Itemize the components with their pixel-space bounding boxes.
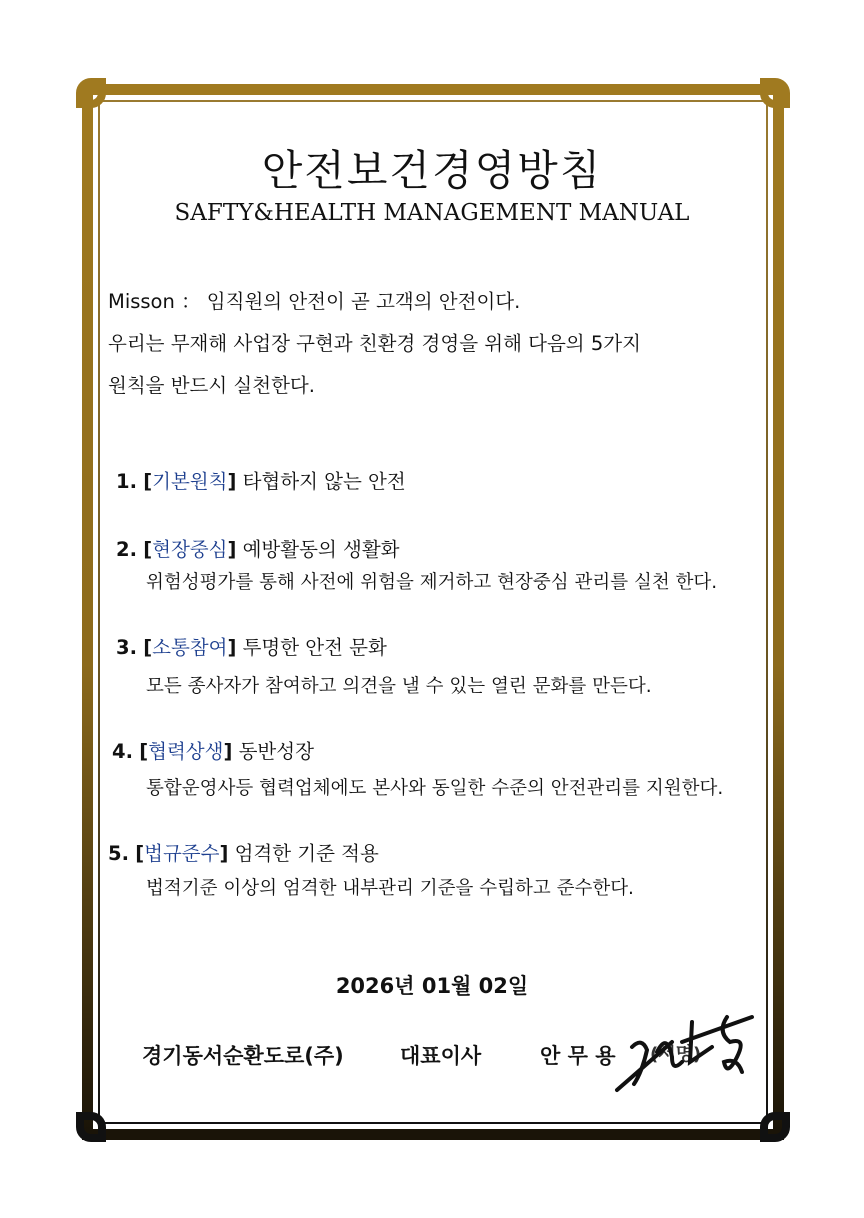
corner-ornament-icon xyxy=(760,78,790,108)
position: 대표이사 xyxy=(400,1044,482,1068)
principle-keyword: 소통참여 xyxy=(152,636,228,659)
mission-text: 임직원의 안전이 곧 고객의 안전이다. xyxy=(206,290,521,313)
page-title: 안전보건경영방침 xyxy=(261,146,603,195)
bracket-close: ] xyxy=(227,470,237,493)
principle-description: 통합운영사등 협력업체에도 본사와 동일한 수준의 안전관리를 지원한다. xyxy=(146,778,724,799)
company-name: 경기동서순환도로(주) xyxy=(142,1044,344,1068)
bracket-open: [ xyxy=(143,636,153,659)
principle-heading xyxy=(116,466,406,494)
date: 2026년 01월 02일 xyxy=(335,974,529,998)
intro-line: 원칙을 반드시 실천한다. xyxy=(108,374,315,397)
principle-title: 동반성장 xyxy=(238,740,314,763)
principle-number: 3. xyxy=(116,636,137,659)
principle-number: 4. xyxy=(112,740,133,763)
corner-ornament-icon xyxy=(760,1112,790,1142)
mission-label: Misson xyxy=(108,290,175,313)
signature-icon xyxy=(612,1002,762,1102)
mission-sep: ： xyxy=(181,290,201,313)
principle-title: 타협하지 않는 안전 xyxy=(242,470,406,493)
bracket-close: ] xyxy=(219,842,229,865)
principle-heading xyxy=(112,736,314,764)
bracket-open: [ xyxy=(139,740,149,763)
intro-line: 우리는 무재해 사업장 구현과 친환경 경영을 위해 다음의 5가지 xyxy=(108,332,641,355)
principle-number: 2. xyxy=(116,538,137,561)
principle-description: 법적기준 이상의 엄격한 내부관리 기준을 수립하고 준수한다. xyxy=(146,878,634,899)
seal-label: (서명) xyxy=(650,1044,702,1065)
corner-ornament-icon xyxy=(76,78,106,108)
principle-heading xyxy=(116,534,400,562)
page-subtitle: SAFTY&HEALTH MANAGEMENT MANUAL xyxy=(174,200,690,226)
principle-title: 투명한 안전 문화 xyxy=(242,636,387,659)
principle-keyword: 법규준수 xyxy=(144,842,220,865)
principle-description: 위험성평가를 통해 사전에 위험을 제거하고 현장중심 관리를 실천 한다. xyxy=(146,572,718,593)
principle-number: 5. xyxy=(108,842,129,865)
representative-name: 안 무 용 xyxy=(540,1044,616,1068)
bracket-open: [ xyxy=(135,842,145,865)
principle-heading xyxy=(108,838,379,866)
bracket-close: ] xyxy=(223,740,233,763)
bracket-open: [ xyxy=(143,538,153,561)
principle-keyword: 협력상생 xyxy=(148,740,224,763)
principle-title: 예방활동의 생활화 xyxy=(242,538,400,561)
bracket-close: ] xyxy=(227,636,237,659)
mission-line xyxy=(108,286,520,314)
principle-heading xyxy=(116,632,387,660)
principle-keyword: 기본원칙 xyxy=(152,470,228,493)
bracket-open: [ xyxy=(143,470,153,493)
corner-ornament-icon xyxy=(76,1112,106,1142)
principle-title: 엄격한 기준 적용 xyxy=(234,842,379,865)
bracket-close: ] xyxy=(227,538,237,561)
principle-number: 1. xyxy=(116,470,137,493)
principle-keyword: 현장중심 xyxy=(152,538,228,561)
principle-description: 모든 종사자가 참여하고 의견을 낼 수 있는 열린 문화를 만든다. xyxy=(146,676,652,697)
